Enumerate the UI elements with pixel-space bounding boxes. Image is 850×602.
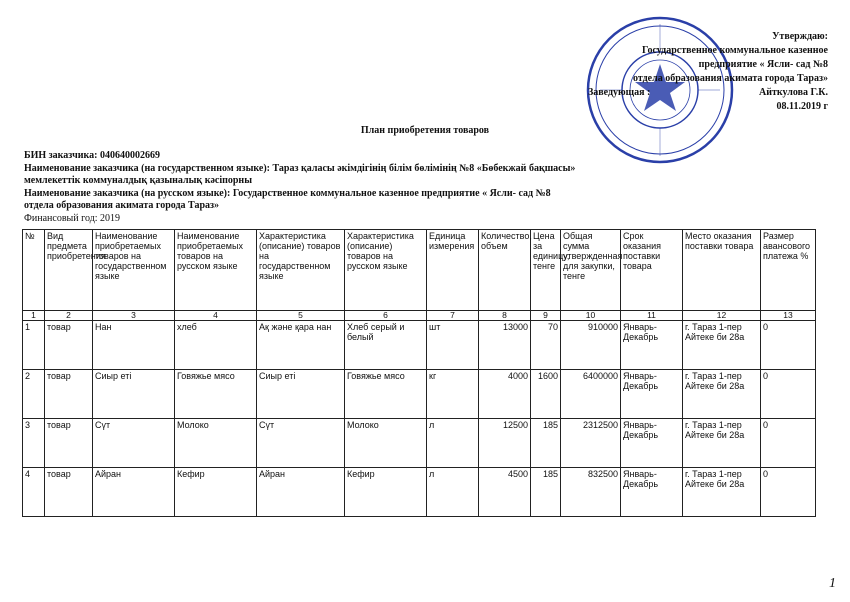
approval-org-line2: предприятие « Ясли- сад №8 [698, 59, 828, 70]
customer-name-ru-1: Наименование заказчика (на русском языке): Государственное коммунальное казенное предприятие « Ясли- сад №8 [24, 187, 551, 199]
table-cell: 70 [531, 321, 561, 370]
table-cell: кг [427, 370, 479, 419]
table-cell: 6400000 [561, 370, 621, 419]
column-header: Цена за единицу, тенге [531, 230, 561, 311]
table-row [23, 321, 816, 370]
table-cell: л [427, 468, 479, 517]
table-cell: 185 [531, 419, 561, 468]
table-cell: 1 [23, 321, 45, 370]
approval-title: Утверждаю: [772, 31, 828, 42]
column-number: 12 [683, 311, 761, 321]
table-cell: товар [45, 370, 93, 419]
table-cell: л [427, 419, 479, 468]
table-cell: Сиыр еті [93, 370, 175, 419]
table-body [23, 321, 816, 517]
table-cell: 3 [23, 419, 45, 468]
table-header-row [23, 230, 816, 311]
column-number: 1 [23, 311, 45, 321]
table-cell: г. Тараз 1-пер Айтеке би 28а [683, 468, 761, 517]
table-cell: шт [427, 321, 479, 370]
table-cell: Сүт [257, 419, 345, 468]
table-cell: 0 [761, 370, 816, 419]
table-cell: 13000 [479, 321, 531, 370]
page-number: 1 [829, 576, 836, 591]
table-cell: товар [45, 468, 93, 517]
table-cell: 4 [23, 468, 45, 517]
table-row [23, 370, 816, 419]
column-header: Вид предмета приобретения [45, 230, 93, 311]
table-cell: г. Тараз 1-пер Айтеке би 28а [683, 419, 761, 468]
approval-person: Айткулова Г.К. [758, 87, 828, 98]
column-number: 6 [345, 311, 427, 321]
table-cell: 2 [23, 370, 45, 419]
column-header: Характеристика (описание) товаров на русском языке [345, 230, 427, 311]
customer-info [24, 150, 575, 225]
table-cell: 2312500 [561, 419, 621, 468]
table-cell: Январь-Декабрь [621, 468, 683, 517]
table-cell: 832500 [561, 468, 621, 517]
financial-year: Финансовый год: 2019 [24, 212, 121, 224]
customer-name-kz-2: мемлекеттік коммуналдық қазыналық кәсіпорны [24, 175, 253, 186]
table-cell: 0 [761, 419, 816, 468]
table-cell: Кефир [175, 468, 257, 517]
column-number: 2 [45, 311, 93, 321]
approval-role: Заведующая : [588, 87, 651, 98]
column-header: Характеристика (описание) товаров на государственном языке [257, 230, 345, 311]
customer-name-ru-2: отдела образования акимата города Тараз» [24, 200, 220, 211]
table-cell: Январь-Декабрь [621, 321, 683, 370]
table-cell: Нан [93, 321, 175, 370]
table-cell: Говяжье мясо [345, 370, 427, 419]
procurement-table [22, 229, 816, 517]
table-cell: Айран [93, 468, 175, 517]
table-cell: 4000 [479, 370, 531, 419]
table-cell: 910000 [561, 321, 621, 370]
column-header: Наименование приобретаемых товаров на русском языке [175, 230, 257, 311]
column-number: 9 [531, 311, 561, 321]
column-number: 4 [175, 311, 257, 321]
table-cell: Январь-Декабрь [621, 419, 683, 468]
table-cell: 0 [761, 321, 816, 370]
table-cell: Молоко [175, 419, 257, 468]
table-column-numbers [23, 311, 816, 321]
column-number: 11 [621, 311, 683, 321]
column-header: Общая сумма утвержденная для закупки, тенге [561, 230, 621, 311]
table-cell: Молоко [345, 419, 427, 468]
column-number: 7 [427, 311, 479, 321]
table-row [23, 419, 816, 468]
table-cell: Сиыр еті [257, 370, 345, 419]
table-cell: г. Тараз 1-пер Айтеке би 28а [683, 370, 761, 419]
approval-signature-row [568, 86, 828, 100]
column-header: Срок оказания поставки товара [621, 230, 683, 311]
table-cell: Январь-Декабрь [621, 370, 683, 419]
column-number: 10 [561, 311, 621, 321]
column-number: 5 [257, 311, 345, 321]
column-header: Размер авансового платежа % [761, 230, 816, 311]
approval-org-line1: Государственное коммунальное казенное [642, 45, 828, 56]
page-title: План приобретения товаров [360, 125, 490, 136]
column-number: 13 [761, 311, 816, 321]
column-number: 8 [479, 311, 531, 321]
table-row [23, 468, 816, 517]
approval-org-line3: отдела образования акимата города Тараз» [632, 73, 828, 84]
table-cell: Сүт [93, 419, 175, 468]
customer-name-kz-1: Наименование заказчика (на государственном языке): Тараз қаласы әкімдігінің білім бөлімінің №8 «Бөбекжай бақшасы» [24, 162, 576, 174]
approval-block [568, 30, 828, 114]
column-header: Количество, объем [479, 230, 531, 311]
table-cell: 185 [531, 468, 561, 517]
table-cell: Ақ және қара нан [257, 321, 345, 370]
approval-date: 08.11.2019 г [776, 101, 828, 112]
customer-bin: БИН заказчика: 040640002669 [24, 150, 160, 161]
table-cell: Хлеб серый и белый [345, 321, 427, 370]
column-number: 3 [93, 311, 175, 321]
table-cell: Говяжье мясо [175, 370, 257, 419]
column-header: Наименование приобретаемых товаров на государственном языке [93, 230, 175, 311]
column-header: Место оказания поставки товара [683, 230, 761, 311]
table-cell: товар [45, 419, 93, 468]
table-cell: 0 [761, 468, 816, 517]
table-cell: Айран [257, 468, 345, 517]
table-cell: 12500 [479, 419, 531, 468]
table-cell: товар [45, 321, 93, 370]
table-cell: 4500 [479, 468, 531, 517]
column-header: № [23, 230, 45, 311]
column-header: Единица измерения [427, 230, 479, 311]
table-cell: Кефир [345, 468, 427, 517]
table-cell: г. Тараз 1-пер Айтеке би 28а [683, 321, 761, 370]
table-cell: 1600 [531, 370, 561, 419]
table-cell: хлеб [175, 321, 257, 370]
